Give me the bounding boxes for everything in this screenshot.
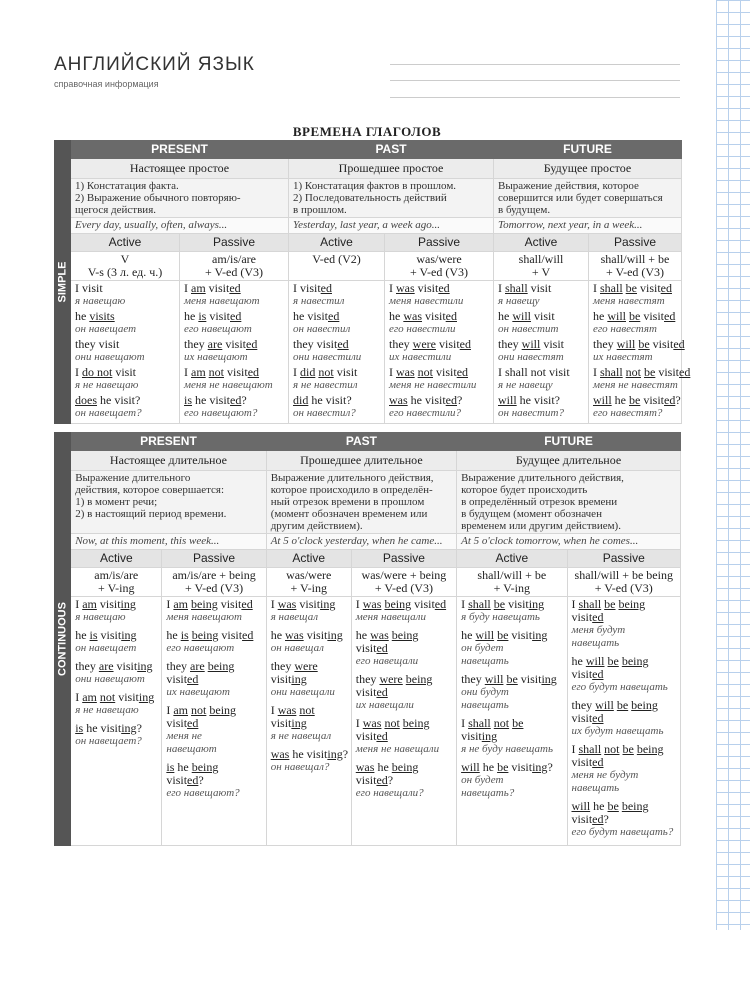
example-english: I am not visiting — [75, 690, 155, 704]
example-pair — [184, 282, 284, 308]
example-russian: его навещали? — [355, 787, 424, 799]
voice-header-passive: Passive — [567, 550, 681, 568]
examples-column — [71, 597, 162, 846]
example-russian: он навещал? — [270, 761, 330, 773]
example-pair — [75, 394, 175, 420]
voice-header-passive: Passive — [180, 234, 289, 252]
example-pair — [593, 393, 681, 420]
time-header-past: PAST — [289, 141, 494, 159]
example-pair — [75, 598, 157, 624]
example-russian: я не навещу — [498, 379, 553, 391]
example-english: he will visit — [498, 309, 555, 323]
example-english: I am not visited — [184, 365, 260, 379]
example-russian: я не навещал — [270, 730, 332, 742]
formula: shall/will + be + V-ed (V3) — [589, 252, 682, 281]
example-pair — [166, 660, 261, 699]
time-markers: Now, at this moment, this week... — [71, 534, 266, 550]
example-russian: меня навещают — [166, 611, 242, 623]
example-russian: меня не навестили — [389, 379, 477, 391]
examples-column — [457, 597, 567, 846]
example-pair — [572, 800, 677, 839]
example-pair — [293, 310, 380, 336]
example-english: they will visit — [498, 337, 565, 351]
example-pair — [389, 366, 489, 392]
writing-line — [390, 80, 680, 81]
example-english: they will be visited — [593, 337, 685, 351]
example-russian: его будут навещать? — [571, 826, 674, 838]
example-pair — [498, 366, 584, 392]
time-header-future: FUTURE — [494, 141, 682, 159]
example-pair — [184, 310, 284, 336]
example-pair — [572, 699, 677, 738]
example-pair — [75, 629, 157, 655]
writing-line — [390, 64, 680, 65]
usage-description: Выражение длительного действия, которое совершается: 1) в момент речи; 2) в настоящий период времени. — [71, 471, 266, 534]
example-russian: его будут навещать — [571, 681, 668, 693]
example-english: they are being visited — [166, 659, 235, 686]
example-russian: меня навещали — [355, 611, 426, 623]
example-russian: он навещает? — [75, 735, 142, 747]
example-english: was he visiting? — [270, 747, 349, 761]
example-pair — [166, 598, 261, 624]
example-english: is he visiting? — [75, 721, 142, 735]
example-english: I am visited — [184, 281, 241, 295]
example-english: I shall not be being visited — [571, 742, 664, 769]
example-pair — [356, 717, 452, 756]
example-pair — [498, 394, 584, 420]
example-pair — [593, 337, 685, 364]
example-english: he is visited — [184, 309, 242, 323]
time-markers: Tomorrow, next year, in a week... — [494, 218, 682, 234]
time-markers: Yesterday, last year, a week ago... — [289, 218, 494, 234]
example-english: they are visiting — [75, 659, 153, 673]
table-title: ВРЕМЕНА ГЛАГОЛОВ — [292, 124, 442, 139]
example-pair — [166, 761, 261, 800]
example-english: I visit — [75, 281, 103, 295]
time-header-past: PAST — [266, 433, 456, 451]
example-pair — [389, 282, 489, 308]
formula: am/is/are + V-ing — [71, 568, 162, 597]
example-russian: я навещаю — [75, 295, 126, 307]
example-russian: они навещали — [270, 686, 335, 698]
example-pair — [461, 598, 562, 624]
example-english: they were visited — [389, 337, 471, 351]
example-english: I was visited — [389, 281, 450, 295]
example-russian: они навестят — [498, 351, 564, 363]
example-english: he was visiting — [270, 628, 343, 642]
example-pair — [356, 673, 452, 712]
example-english: he was visited — [389, 309, 457, 323]
voice-header-passive: Passive — [162, 550, 266, 568]
example-english: I shall not visit — [498, 365, 570, 379]
usage-description: Выражение длительного действия, которое происходило в определён- ный отрезок времени в прошлом (момент обозначен временем или другим действием). — [266, 471, 456, 534]
example-english: they visited — [293, 337, 349, 351]
example-english: I visited — [293, 281, 332, 295]
example-russian: я не навещаю — [75, 704, 139, 716]
example-russian: их будут навещать — [571, 725, 664, 737]
page-title: АНГЛИЙСКИЙ ЯЗЫК — [54, 54, 255, 75]
example-pair — [593, 310, 677, 336]
example-pair — [293, 282, 380, 308]
time-header-future: FUTURE — [457, 433, 681, 451]
example-russian: он будет навещать? — [461, 774, 515, 799]
examples-column — [351, 597, 456, 846]
example-pair — [271, 704, 347, 743]
example-english: they visit — [75, 337, 120, 351]
example-pair — [572, 743, 677, 795]
example-russian: он навещает — [75, 323, 137, 335]
example-russian: я не буду навещать — [461, 743, 553, 755]
section-label-text: SIMPLE — [56, 261, 68, 303]
examples-column — [71, 281, 180, 424]
example-russian: меня навестили — [389, 295, 464, 307]
example-russian: меня не навещают — [166, 730, 217, 755]
example-english: they will be being visited — [571, 698, 658, 725]
example-russian: я навещаю — [75, 611, 126, 623]
example-pair — [356, 629, 452, 668]
example-english: I was being visited — [355, 597, 447, 611]
example-english: they were visiting — [270, 659, 318, 686]
example-russian: меня навестят — [593, 295, 665, 307]
example-english: he will be visiting — [461, 628, 548, 642]
example-russian: меня не навещали — [355, 743, 440, 755]
example-russian: они навестили — [293, 351, 362, 363]
example-russian: он навестил? — [293, 407, 356, 419]
example-pair — [75, 338, 175, 364]
example-pair — [75, 691, 157, 717]
example-russian: меня навещают — [184, 295, 260, 307]
examples-column — [162, 597, 266, 846]
example-russian: их навестили — [389, 351, 452, 363]
example-russian: я буду навещать — [461, 611, 540, 623]
example-english: I do not visit — [75, 365, 137, 379]
example-pair — [75, 310, 175, 336]
example-pair — [356, 761, 452, 800]
example-pair — [572, 655, 677, 694]
example-russian: их навестят — [593, 351, 653, 363]
example-russian: меня будут навещать — [571, 624, 626, 649]
example-pair — [271, 748, 347, 774]
example-russian: его навестят — [593, 323, 657, 335]
example-english: I was not being visited — [355, 716, 430, 743]
example-english: is he visited? — [184, 393, 247, 407]
formula: V V-s (3 л. ед. ч.) — [71, 252, 180, 281]
example-english: I was not visiting — [270, 703, 315, 730]
example-russian: его навестят? — [593, 407, 663, 419]
page-subtitle: справочная информация — [54, 79, 159, 89]
example-pair — [498, 338, 584, 364]
example-pair — [461, 717, 562, 756]
example-english: he will be visited — [593, 309, 676, 323]
example-pair — [75, 366, 175, 392]
voice-header-active: Active — [494, 234, 589, 252]
example-english: he is visiting — [75, 628, 137, 642]
example-english: I shall be visited — [593, 281, 672, 295]
example-english: will he visit? — [498, 393, 560, 407]
voice-header-passive: Passive — [351, 550, 456, 568]
formula: was/were + being + V-ed (V3) — [351, 568, 456, 597]
example-english: is he being visited? — [166, 760, 219, 787]
voice-header-active: Active — [71, 550, 162, 568]
examples-column — [589, 281, 691, 424]
formula: am/is/are + being + V-ed (V3) — [162, 568, 266, 597]
example-english: he was being visited — [355, 628, 419, 655]
example-pair — [461, 673, 562, 712]
example-pair — [184, 366, 284, 392]
example-russian: их навещали — [355, 699, 414, 711]
formula: shall/will + be + V-ing — [457, 568, 567, 597]
formula: was/were + V-ing — [266, 568, 351, 597]
example-pair — [389, 394, 489, 420]
examples-column — [180, 281, 289, 424]
example-pair — [75, 660, 157, 686]
example-russian: его навещали — [355, 655, 419, 667]
example-pair — [461, 761, 562, 800]
voice-header-active: Active — [266, 550, 351, 568]
voice-header-active: Active — [457, 550, 567, 568]
example-english: he visited — [293, 309, 340, 323]
example-english: will he be visited? — [593, 393, 681, 407]
example-pair — [166, 704, 261, 756]
example-english: he visits — [75, 309, 115, 323]
formula: V-ed (V2) — [289, 252, 385, 281]
voice-header-active: Active — [289, 234, 385, 252]
example-russian: он навещал — [270, 642, 324, 654]
example-russian: он навещает? — [75, 407, 142, 419]
example-english: they are visited — [184, 337, 258, 351]
formula: am/is/are + V-ed (V3) — [180, 252, 289, 281]
example-english: I am visiting — [75, 597, 136, 611]
example-pair — [461, 629, 562, 668]
example-english: I am being visited — [166, 597, 253, 611]
time-markers: Every day, usually, often, always... — [71, 218, 289, 234]
example-english: he is being visited — [166, 628, 254, 642]
example-english: was he being visited? — [355, 760, 419, 787]
example-pair — [356, 598, 452, 624]
formula: was/were + V-ed (V3) — [385, 252, 494, 281]
example-russian: он навестил — [293, 323, 351, 335]
example-english: I am not being visited — [166, 703, 237, 730]
example-english: I shall not be visited — [593, 365, 691, 379]
example-russian: я навещу — [498, 295, 540, 307]
example-russian: они навещают — [75, 351, 145, 363]
usage-description: Выражение длительного действия, которое будет происходить в определённый отрезок времени в будущем (момент обозначен временем или другим действием). — [457, 471, 681, 534]
examples-column — [266, 597, 351, 846]
example-english: did he visit? — [293, 393, 352, 407]
example-pair — [184, 338, 284, 364]
example-russian: они навещают — [75, 673, 145, 685]
examples-column — [385, 281, 494, 424]
example-russian: их навещают — [184, 351, 248, 363]
tense-table-continuous — [54, 432, 681, 846]
examples-column — [289, 281, 385, 424]
example-russian: меня не будут навещать — [571, 769, 639, 794]
voice-header-active: Active — [71, 234, 180, 252]
example-english: I shall not be visiting — [461, 716, 524, 743]
example-russian: он навестит? — [498, 407, 564, 419]
writing-line — [390, 97, 680, 98]
example-russian: его навестили — [389, 323, 456, 335]
tense-name: Настоящее длительное — [71, 451, 266, 471]
voice-header-passive: Passive — [385, 234, 494, 252]
example-russian: я навестил — [293, 295, 345, 307]
time-header-present: PRESENT — [71, 141, 289, 159]
example-pair — [75, 722, 157, 748]
time-markers: At 5 o'clock tomorrow, when he comes... — [457, 534, 681, 550]
usage-description: 1) Констатация факта. 2) Выражение обычного повторяю- щегося действия. — [71, 179, 289, 218]
example-english: will he be being visited? — [571, 799, 649, 826]
section-label-text: CONTINUOUS — [56, 602, 69, 676]
example-russian: его навещают? — [184, 407, 258, 419]
example-russian: его навещают — [166, 642, 235, 654]
graph-paper-background — [716, 0, 750, 930]
section-side-label — [55, 433, 71, 846]
example-english: I shall be visiting — [461, 597, 545, 611]
example-english: they were being visited — [355, 672, 433, 699]
example-pair — [166, 629, 261, 655]
example-russian: его навестили? — [389, 407, 462, 419]
example-english: I shall be being visited — [571, 597, 646, 624]
example-english: was he visited? — [389, 393, 463, 407]
example-english: I did not visit — [293, 365, 358, 379]
example-pair — [498, 310, 584, 336]
tense-name: Прошедшее длительное — [266, 451, 456, 471]
example-pair — [293, 366, 380, 392]
example-russian: меня не навещают — [184, 379, 273, 391]
example-english: he will be being visited — [571, 654, 649, 681]
section-side-label — [55, 141, 71, 424]
example-russian: его навещают? — [166, 787, 240, 799]
example-pair — [75, 282, 175, 308]
tense-table-simple — [54, 140, 691, 424]
example-english: they will be visiting — [461, 672, 557, 686]
example-pair — [293, 338, 380, 364]
voice-header-passive: Passive — [589, 234, 682, 252]
example-pair — [572, 598, 677, 650]
example-english: I shall visit — [498, 281, 552, 295]
example-russian: они будут навещать — [461, 686, 509, 711]
example-pair — [498, 282, 584, 308]
time-markers: At 5 o'clock yesterday, when he came... — [266, 534, 456, 550]
example-russian: он будет навещать — [461, 642, 509, 667]
usage-description: 1) Констатация фактов в прошлом. 2) Последовательность действий в прошлом. — [289, 179, 494, 218]
example-english: I was visiting — [270, 597, 336, 611]
time-header-present: PRESENT — [71, 433, 266, 451]
example-pair — [271, 629, 347, 655]
example-pair — [271, 598, 347, 624]
examples-column — [494, 281, 589, 424]
example-pair — [184, 394, 284, 420]
example-russian: я навещал — [270, 611, 319, 623]
example-russian: он навестит — [498, 323, 559, 335]
example-russian: я не навестил — [293, 379, 358, 391]
tense-name: Будущее простое — [494, 159, 682, 179]
example-english: does he visit? — [75, 393, 141, 407]
tense-name: Будущее длительное — [457, 451, 681, 471]
example-pair — [593, 365, 691, 392]
example-pair — [271, 660, 347, 699]
example-english: will he be visiting? — [461, 760, 553, 774]
example-pair — [389, 338, 489, 364]
example-russian: я не навещаю — [75, 379, 139, 391]
formula: shall/will + be being + V-ed (V3) — [567, 568, 681, 597]
example-russian: он навещает — [75, 642, 137, 654]
example-pair — [293, 394, 380, 420]
example-pair — [593, 282, 677, 308]
example-russian: его навещают — [184, 323, 252, 335]
tense-name: Настоящее простое — [71, 159, 289, 179]
formula: shall/will + V — [494, 252, 589, 281]
examples-column — [567, 597, 681, 846]
example-pair — [389, 310, 489, 336]
example-english: I was not visited — [389, 365, 469, 379]
usage-description: Выражение действия, которое совершится или будет совершаться в будущем. — [494, 179, 682, 218]
tense-name: Прошедшее простое — [289, 159, 494, 179]
example-russian: их навещают — [166, 686, 230, 698]
example-russian: меня не навестят — [593, 379, 678, 391]
